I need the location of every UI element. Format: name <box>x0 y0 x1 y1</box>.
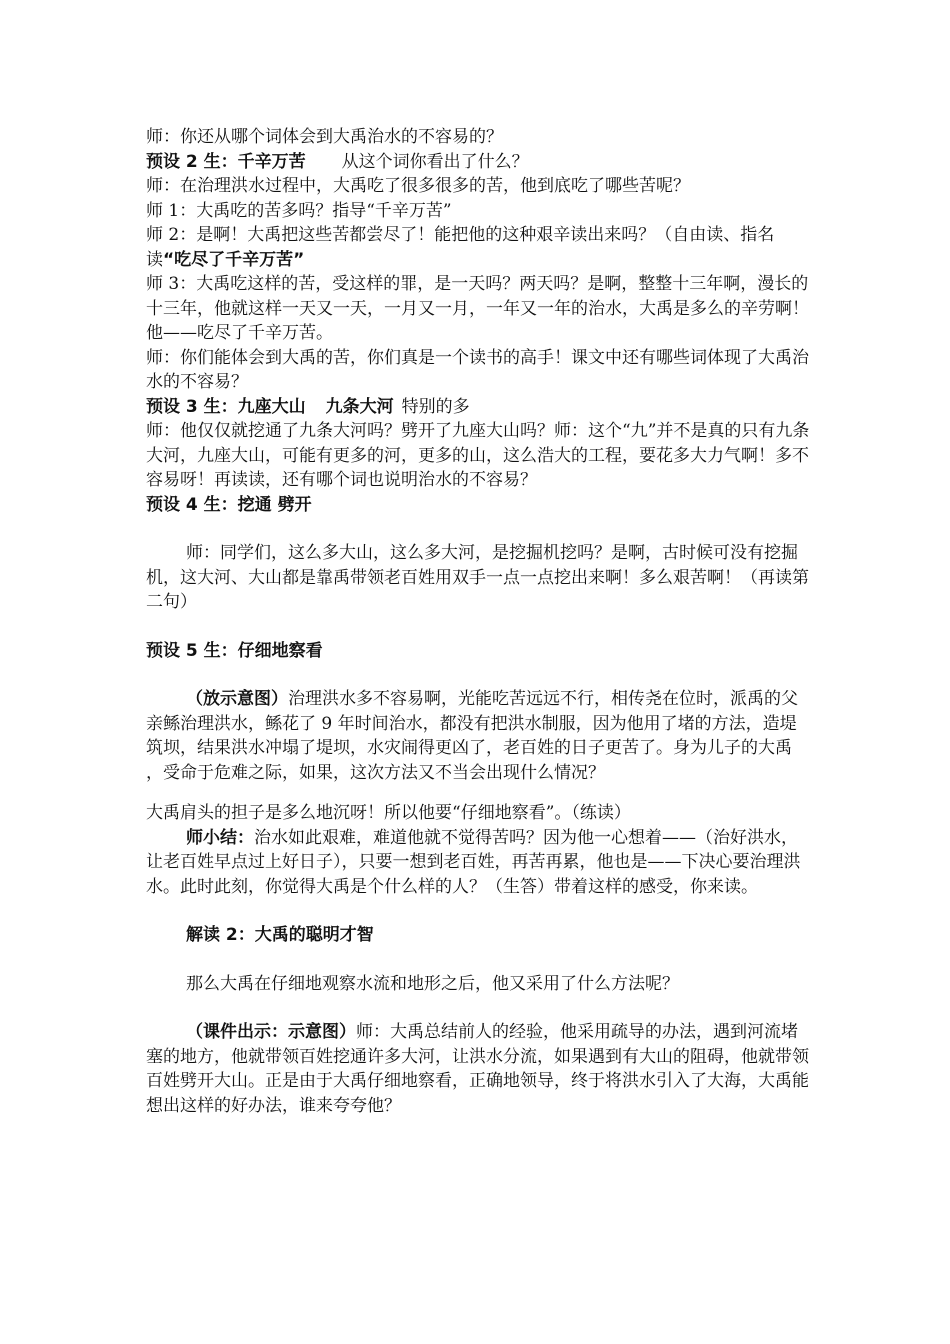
paragraph <box>146 826 810 900</box>
section-heading: 解读 2：大禹的聪明才智 <box>186 925 374 945</box>
label: （放示意图） <box>186 689 288 709</box>
text: 治水如此艰难，难道他就不觉得苦吗？因为他一心想着——（治好洪水，让老百姓早点过上好日子），只要一想到老百姓，再苦再累，他也是——下决心要治理洪水。此时此刻，你觉得大禹是个什么样的人？（生答）带着这样的感受，你来读。 <box>146 827 801 897</box>
paragraph <box>146 150 810 175</box>
paragraph: 师 1：大禹吃的苦多吗？指导“千辛万苦” <box>146 200 452 221</box>
keyword: “吃尽了千辛万苦” <box>163 249 305 270</box>
text: 师 2：是啊！大禹把这些苦都尝尽了！能把他的这种艰辛读出来吗？（自由读、指名读 <box>146 225 775 270</box>
paragraph: 师：他仅仅就挖通了九条大河吗？劈开了九座大山吗？师：这个“九”并不是真的只有九条大河，九座大山，可能有更多的河，更多的山，这么浩大的工程，要花多大力气啊！多不容易呀！再读读，还有哪个词也说明治水的不容易？ <box>146 421 810 490</box>
paragraph: 大禹肩头的担子是多么地沉呀！所以他要“仔细地察看”。（练读） <box>146 803 631 823</box>
text: 师：大禹总结前人的经验，他采用疏导的办法，遇到河流堵塞的地方，他就带领百姓挖通许多大河，让洪水分流，如果遇到有大山的阻碍，他就带领百姓劈开大山。正是由于大禹仔细地察看，正确地领导，终于将洪水引入了大海，大禹能想出这样的好办法，谁来夸夸他？ <box>146 1022 809 1116</box>
keyword: 九座大山 <box>237 396 306 417</box>
keyword: 挖通 劈开 <box>237 494 312 515</box>
keyword: 千辛万苦 <box>237 151 306 172</box>
text: 特别的多 <box>401 396 470 417</box>
text: 治理洪水多不容易啊，光能吃苦远远不行，相传尧在位时，派禹的父亲鲧治理洪水，鲧花了 9 年时间治水，都没有把洪水制服，因为他用了堵的方法，造堤筑坝，结果洪水冲塌了堤坝，水灾闹得更凶了，老百姓的日子更苦了。身为儿子的大禹 ，受命于危难之际，如果，这次方法又不当会出现什么情况？ <box>146 689 798 783</box>
preset-label: 预设 2 生： <box>146 151 238 172</box>
paragraph <box>146 1020 810 1118</box>
paragraph <box>146 223 810 272</box>
preset-label: 预设 5 生： <box>146 640 238 661</box>
paragraph: 师：同学们，这么多大山，这么多大河，是挖掘机挖吗？是啊，古时候可没有挖掘机，这大河、大山都是靠禹带领老百姓用双手一点一点挖出来啊！多么艰苦啊！（再读第二句） <box>146 543 809 612</box>
paragraph: 那么大禹在仔细地观察水流和地形之后，他又采用了什么方法呢？ <box>186 973 679 994</box>
paragraph <box>146 493 810 518</box>
question: 从这个词你看出了什么？ <box>341 151 529 172</box>
paragraph: 师：在治理洪水过程中，大禹吃了很多很多的苦，他到底吃了哪些苦呢？ <box>146 176 690 196</box>
keyword: 仔细地察看 <box>237 640 323 661</box>
label: （课件出示：示意图） <box>186 1022 356 1042</box>
paragraph: 师：你们能体会到大禹的苦，你们真是一个读书的高手！课文中还有哪些词体现了大禹治水的不容易？ <box>146 347 809 392</box>
paragraph <box>146 395 810 420</box>
paragraph <box>146 639 810 664</box>
keyword: 九条大河 <box>325 396 394 417</box>
paragraph: 师：你还从哪个词体会到大禹治水的不容易的？ <box>146 127 503 147</box>
preset-label: 预设 4 生： <box>146 494 238 515</box>
label: 师小结： <box>186 827 254 848</box>
document-body <box>146 125 810 1118</box>
preset-label: 预设 3 生： <box>146 396 238 417</box>
paragraph: 师 3：大禹吃这样的苦，受这样的罪，是一天吗？两天吗？是啊，整整十三年啊，漫长的十三年，他就这样一天又一天，一月又一月，一年又一年的治水，大禹是多么的辛劳啊！他——吃尽了千辛万苦。 <box>146 274 809 343</box>
paragraph <box>146 687 810 785</box>
